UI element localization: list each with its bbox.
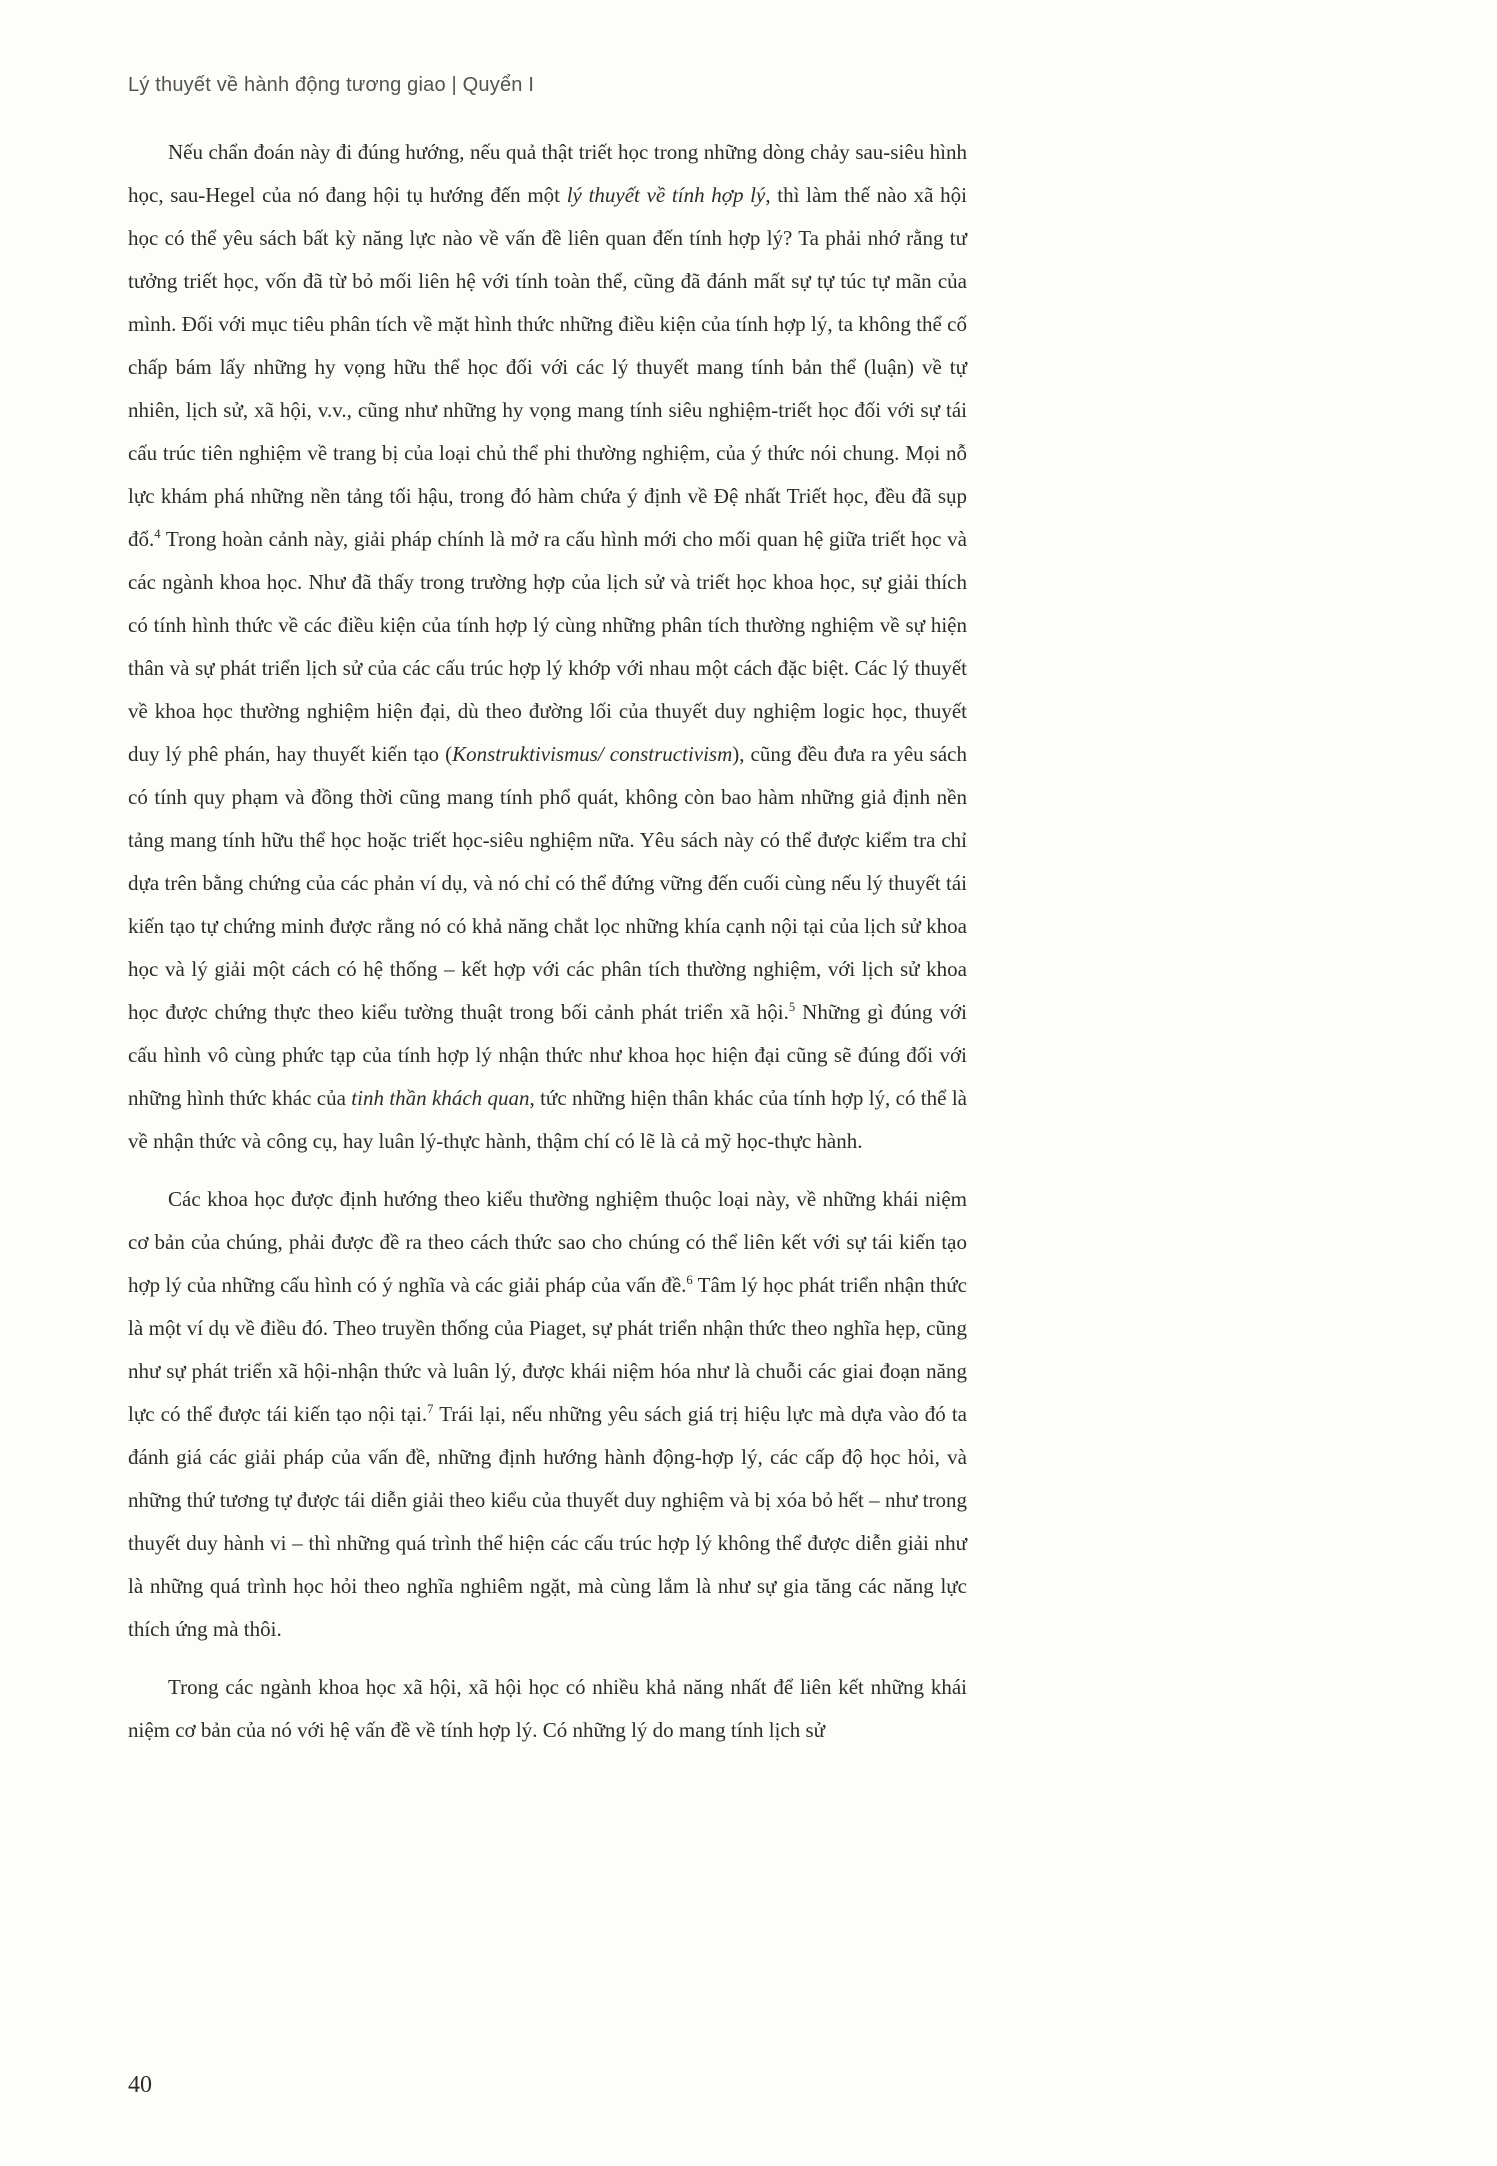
text-run: tinh thần khách quan	[351, 1086, 530, 1110]
paragraph	[128, 1666, 967, 1752]
text-run: , tức những hiện thân khác của tính hợp lý, có thể là về nhận thức và công cụ, hay luân lý-thực hành, thậm chí có lẽ là cả mỹ học-thực hành.	[128, 1086, 967, 1153]
body-text	[128, 131, 967, 1752]
running-header-text: Lý thuyết về hành động tương giao | Quyển I	[128, 74, 535, 96]
page-number: 40	[128, 2072, 152, 2098]
running-header	[128, 74, 967, 97]
footnote-ref: 6	[686, 1273, 693, 1287]
text-run: Trái lại, nếu những yêu sách giá trị hiệu lực mà dựa vào đó ta đánh giá các giải pháp của vấn đề, những định hướng hành động-hợp lý, các cấp độ học hỏi, và những thứ tương tự được tái diễn giải theo kiểu của thuyết duy nghiệm và bị xóa bỏ hết – như trong thuyết duy hành vi – thì những quá trình thể hiện các cấu trúc hợp lý không thể được diễn giải như là những quá trình học hỏi theo nghĩa nghiêm ngặt, mà cùng lắm là như sự gia tăng các năng lực thích ứng mà thôi.	[128, 1402, 968, 1641]
footnote-ref: 4	[154, 527, 161, 541]
text-run: ), cũng đều đưa ra yêu sách có tính quy phạm và đồng thời cũng mang tính phổ quát, không còn bao hàm những giả định nền tảng mang tính hữu thể học hoặc triết học-siêu nghiệm nữa. Yêu sách này có thể được kiểm tra chỉ dựa trên bằng chứng của các phản ví dụ, và nó chỉ có thể đứng vững đến cuối cùng nếu lý thuyết tái kiến tạo tự chứng minh được rằng nó có khả năng chắt lọc những khía cạnh nội tại của lịch sử khoa học và lý giải một cách có hệ thống – kết hợp với các phân tích thường nghiệm, với lịch sử khoa học được chứng thực theo kiểu tường thuật trong bối cảnh phát triển xã hội.	[128, 742, 967, 1024]
paragraph	[128, 131, 967, 1163]
footnote-ref: 7	[427, 1402, 434, 1416]
text-run: Trong hoàn cảnh này, giải pháp chính là mở ra cấu hình mới cho mối quan hệ giữa triết học và các ngành khoa học. Như đã thấy trong trường hợp của lịch sử và triết học khoa học, sự giải thích có tính hình thức về các điều kiện của tính hợp lý cùng những phân tích thường nghiệm về sự hiện thân và sự phát triển lịch sử của các cấu trúc hợp lý khớp với nhau một cách đặc biệt. Các lý thuyết về khoa học thường nghiệm hiện đại, dù theo đường lối của thuyết duy nghiệm logic học, thuyết duy lý phê phán, hay thuyết kiến tạo (	[128, 527, 967, 766]
text-run: Tâm lý học phát triển nhận thức là một ví dụ về điều đó. Theo truyền thống của Piaget, sự phát triển nhận thức theo nghĩa hẹp, cũng như sự phát triển xã hội-nhận thức và luân lý, được khái niệm hóa như là chuỗi các giai đoạn năng lực có thể được tái kiến tạo nội tại.	[128, 1273, 967, 1426]
text-run: Nếu chẩn đoán này đi đúng hướng, nếu quả thật triết học trong những dòng chảy sau-siêu hình học, sau-Hegel của nó đang hội tụ hướng đến một	[128, 140, 967, 207]
text-run: Konstruktivismus/ constructivism	[452, 742, 733, 766]
text-run: Những gì đúng với cấu hình vô cùng phức tạp của tính hợp lý nhận thức như khoa học hiện đại cũng sẽ đúng đối với những hình thức khác của	[128, 1000, 968, 1110]
text-run: , thì làm thế nào xã hội học có thể yêu sách bất kỳ năng lực nào về vấn đề liên quan đến tính hợp lý? Ta phải nhớ rằng tư tưởng triết học, vốn đã từ bỏ mối liên hệ với tính toàn thể, cũng đã đánh mất sự tự túc tự mãn của mình. Đối với mục tiêu phân tích về mặt hình thức những điều kiện của tính hợp lý, ta không thể cố chấp bám lấy những hy vọng hữu thể học đối với các lý thuyết mang tính bản thể (luận) về tự nhiên, lịch sử, xã hội, v.v., cũng như những hy vọng mang tính siêu nghiệm-triết học đối với sự tái cấu trúc tiên nghiệm về trang bị của loại chủ thể phi thường nghiệm, của ý thức nói chung. Mọi nỗ lực khám phá những nền tảng tối hậu, trong đó hàm chứa ý định về Đệ nhất Triết học, đều đã sụp đổ.	[128, 183, 967, 551]
text-run: Trong các ngành khoa học xã hội, xã hội học có nhiều khả năng nhất để liên kết những khái niệm cơ bản của nó với hệ vấn đề về tính hợp lý. Có những lý do mang tính lịch sử	[128, 1675, 967, 1742]
footnote-ref: 5	[788, 1000, 796, 1014]
text-run: Các khoa học được định hướng theo kiểu thường nghiệm thuộc loại này, về những khái niệm cơ bản của chúng, phải được đề ra theo cách thức sao cho chúng có thể liên kết với sự tái kiến tạo hợp lý của những cấu hình có ý nghĩa và các giải pháp của vấn đề.	[128, 1187, 967, 1297]
paragraph	[128, 1178, 967, 1651]
text-run: lý thuyết về tính hợp lý	[566, 183, 766, 207]
